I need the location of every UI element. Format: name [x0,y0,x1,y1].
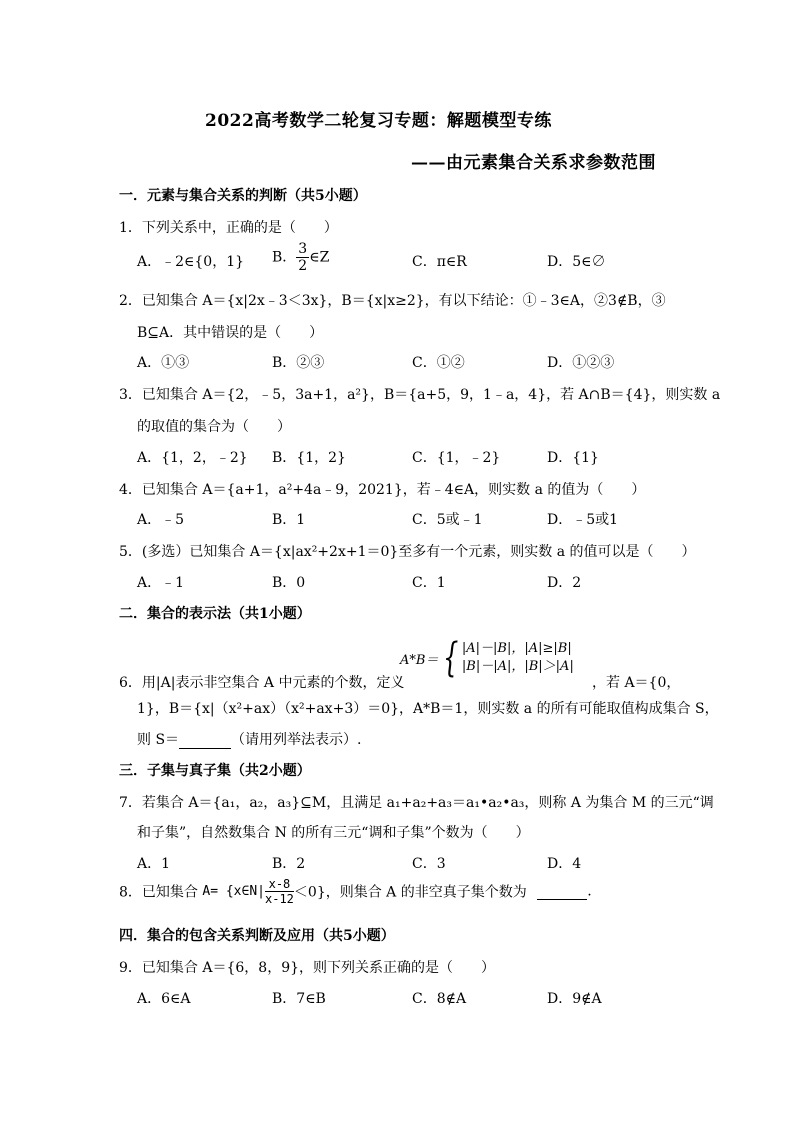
q1-option-b-suffix: ∈Z [309,249,330,266]
q2-option-c: C．①② [412,355,465,371]
question-3-line1: 3．已知集合 A＝{2，﹣5，3a+1，a²}，B＝{a+5，9，1﹣a，4}，若 A∩B＝{4}，则实数 a [119,387,721,403]
q5-option-c: C．1 [412,575,446,591]
answer-blank[interactable] [179,732,231,749]
q1-option-b [272,242,329,273]
question-2-line2: B⊆A．其中错误的是（ ） [137,325,324,341]
piecewise-case-2: |B|－|A|，|B|＞|A| [461,659,574,674]
fraction-denominator: x-12 [265,892,294,906]
piecewise-cases [462,640,574,676]
question-8-end: . [587,883,592,900]
piecewise-lhs: A*B＝ [400,652,439,668]
question-2-line1: 2．已知集合 A＝{x|2x﹣3＜3x}，B＝{x|x≥2}，有以下结论：①﹣3∈A，②3∉B，③ [119,293,666,309]
question-8-set-close: ＜0} [293,884,326,901]
q9-option-c: C．8∉A [412,991,467,1007]
q4-option-d: D．﹣5或1 [547,512,619,528]
piecewise-case-1: |A|－|B|，|A|≥|B| [461,641,572,656]
q3-option-c: C．{1，﹣2} [412,450,501,466]
question-8-post: ，则集合 A 的非空真子集个数为 [325,884,527,901]
question-1-stem: 1．下列关系中，正确的是（ ） [119,220,338,236]
q1-option-a: A．﹣2∈{0，1} [137,254,245,270]
q3-option-d: D．{1} [547,450,599,466]
q1-option-c: C．π∈R [412,254,467,270]
q4-option-c: C．5或﹣1 [412,512,483,528]
q9-option-b: B．7∈B [272,991,326,1007]
question-7-line1: 7．若集合 A＝{a₁，a₂，a₃}⊆M，且满足 a₁+a₂+a₃＝a₁•a₂•a₃，则称 A 为集合 M 的三元“调 [119,795,714,811]
question-8-fraction [265,878,294,905]
q2-option-b: B．②③ [272,355,325,371]
q4-option-b: B．1 [272,512,306,528]
section-heading: 三．子集与真子集（共2小题） [119,763,311,779]
question-8-set-open: A= {x∈N| [202,884,265,899]
q5-option-a: A．﹣1 [137,575,185,591]
question-4-stem: 4．已知集合 A＝{a+1，a²+4a﹣9，2021}，若﹣4∈A，则实数 a 的值为（ ） [119,482,646,498]
q7-option-d: D．4 [547,856,582,872]
question-7-line2: 和子集”，自然数集合 N 的所有三元“调和子集”个数为（ ） [137,825,530,841]
answer-blank[interactable] [537,883,587,900]
q7-option-a: A．1 [137,856,171,872]
question-9-stem: 9．已知集合 A＝{6，8，9}，则下列关系正确的是（ ） [119,960,496,976]
q5-option-d: D．2 [547,575,582,591]
fraction-numerator: 3 [298,241,308,257]
q7-option-c: C．3 [412,856,446,872]
question-8-stem [119,878,592,905]
question-6-line3-post: （请用列举法表示）. [231,732,362,748]
section-heading: 二．集合的表示法（共1小题） [119,606,311,622]
piecewise-definition [400,635,574,681]
q9-option-a: A．6∈A [137,991,191,1007]
doc-subtitle: ——由元素集合关系求参数范围 [411,153,656,173]
question-8-pre: 8．已知集合 [119,884,198,901]
q2-option-a: A．①③ [137,355,190,371]
q3-option-b: B．{1，2} [272,450,346,466]
q1-option-b-prefix: B． [272,249,297,266]
q5-option-b: B．0 [272,575,306,591]
question-5-stem: 5．(多选）已知集合 A＝{x|ax²+2x+1＝0}至多有一个元素，则实数 a 的值可以是（ ） [119,544,696,560]
q7-option-b: B．2 [272,856,306,872]
fraction-denominator: 2 [298,258,308,274]
question-6-line1-post: ，若 A＝{0， [592,675,681,691]
left-brace-icon: { [443,635,459,681]
question-6-line3 [137,729,362,749]
section-heading: 一．元素与集合关系的判断（共5小题） [119,188,367,204]
q1-option-d: D．5∈∅ [547,254,606,270]
q4-option-a: A．﹣5 [137,512,185,528]
section-heading: 四．集合的包含关系判断及应用（共5小题） [119,928,395,944]
fraction-numerator: x-8 [265,878,294,892]
question-6-line3-pre: 则 S＝ [137,732,180,748]
question-6-line2: 1}，B＝{x|（x²+ax）（x²+ax+3）＝0}，A*B＝1，则实数 a 的所有可能取值构成集合 S， [137,701,719,717]
q2-option-d: D．①②③ [547,355,615,371]
question-3-line2: 的取值的集合为（ ） [137,419,291,435]
q1-option-b-fraction [296,242,309,273]
q3-option-a: A．{1，2，﹣2} [137,450,248,466]
q9-option-d: D．9∉A [547,991,602,1007]
question-6-line1-pre: 6．用|A|表示非空集合 A 中元素的个数，定义 [119,675,405,691]
doc-title: 2022高考数学二轮复习专题：解题模型专练 [205,111,552,131]
